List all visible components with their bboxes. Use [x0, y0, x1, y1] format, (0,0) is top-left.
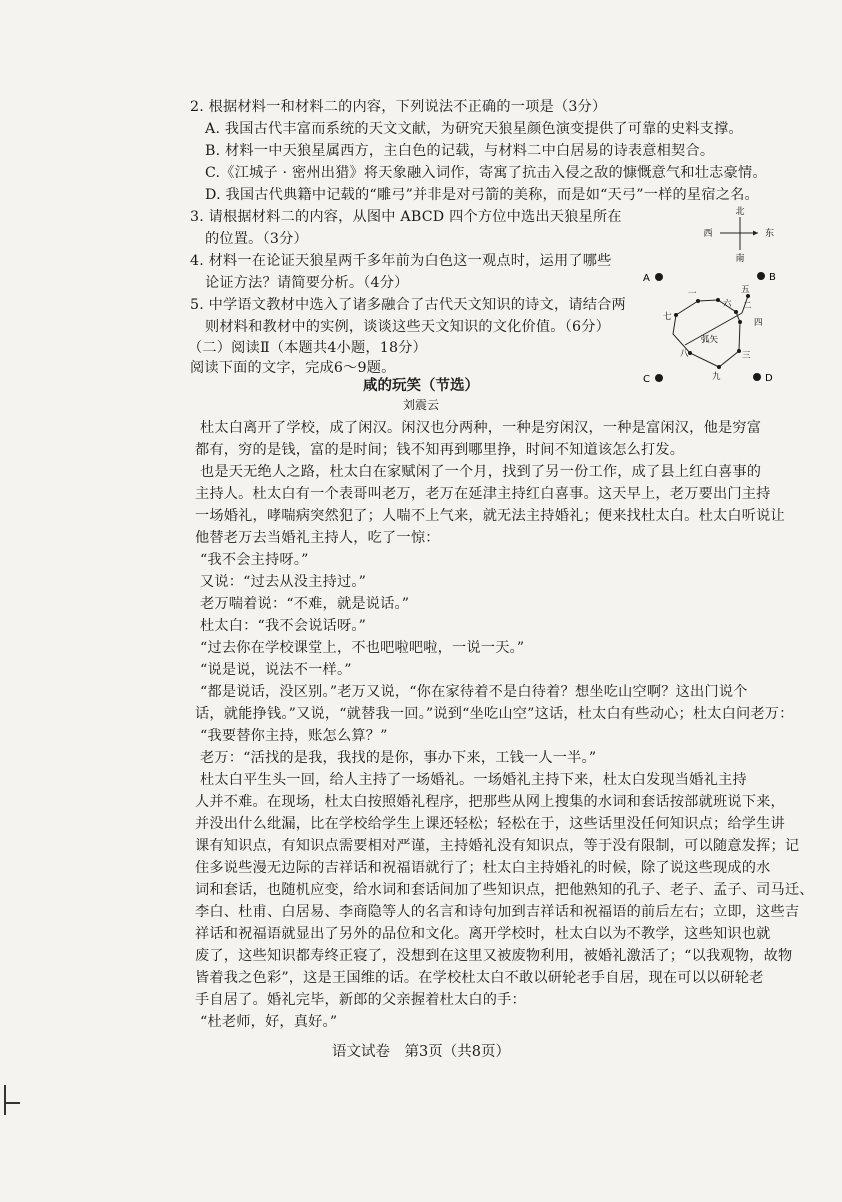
position-a-label: A	[643, 273, 650, 284]
compass-north-label: 北	[735, 207, 745, 217]
story-line: 废了，这些知识都寿终正寝了，没想到在这里又被废物利用，被婚礼激活了；“以我观物，故物	[195, 948, 793, 964]
star-label-8: 八	[680, 349, 689, 359]
story-line: 杜太白离开了学校，成了闲汉。闲汉也分两种，一种是穷闲汉，一种是富闲汉，他是穷富	[200, 420, 762, 436]
story-line: “我不会主持呀。”	[200, 552, 309, 568]
story-line: 手自居了。婚礼完毕，新郎的父亲握着杜太白的手：	[195, 992, 526, 1008]
story-line: 他替老万去当婚礼主持人，吃了一惊：	[195, 530, 440, 546]
story-line: 祥话和祝福语就显出了另外的品位和文化。离开学校时，杜太白以为不教学，这些知识也就	[195, 926, 771, 942]
compass-east-label: 东	[765, 229, 775, 239]
story-line: “我要替你主持，账怎么算？”	[200, 728, 388, 744]
story-line: 也是天无绝人之路，杜太白在家赋闲了一个月，找到了另一份工作，成了县上红白喜事的	[200, 464, 762, 480]
position-c-label: C	[643, 374, 650, 385]
position-a-dot	[655, 273, 663, 281]
story-line: 杜太白平生头一回，给人主持了一场婚礼。一场婚礼主持下来，杜太白发现当婚礼主持	[200, 772, 747, 788]
bow-arrow-label: 弧矢	[701, 335, 719, 345]
question-2-option-b: B. 材料一中天狼星属西方，主白色的记载，与材料二中白居易的诗表意相契合。	[205, 143, 715, 159]
story-line: “过去你在学校课堂上，不也吧啦吧啦，一说一天。”	[200, 640, 525, 656]
star-label-3: 三	[742, 351, 751, 361]
story-line: “杜老师，好，真好。”	[200, 1014, 338, 1030]
star-label-4: 四	[754, 318, 763, 328]
story-line: “都是说话，没区别。”老万又说，“你在家待着不是白待着？想坐吃山空啊？这出门说个	[200, 684, 748, 700]
question-5-line-1: 5. 中学语文教材中选入了诸多融合了古代天文知识的诗文，请结合两	[190, 297, 626, 313]
star-8	[688, 351, 692, 355]
story-line: 又说：“过去从没主持过。”	[200, 574, 367, 590]
crop-mark-vertical	[4, 1085, 6, 1115]
section-heading: （二）阅读Ⅱ（本题共4小题，18分）	[188, 340, 427, 356]
story-title: 咸的玩笑（节选）	[363, 377, 479, 394]
section-instruction: 阅读下面的文字，完成6～9题。	[190, 360, 396, 376]
star-2	[716, 298, 720, 302]
story-line: “说是说，说法不一样。”	[200, 662, 352, 678]
story-line: 主持人。杜太白有一个表哥叫老万，老万在延津主持红白喜事。这天早上，老万要出门主持	[195, 486, 771, 502]
story-line: 人并不难。在现场，杜太白按照婚礼程序，把那些从网上搜集的水词和套话按部就班说下来，	[195, 794, 785, 810]
star-map-diagram	[640, 205, 780, 390]
story-line: 都有，穷的是钱，富的是时间；钱不知再到哪里挣，时间不知道该怎么打发。	[195, 442, 685, 458]
story-line: 话，就能挣钱。”又说，“就替我一回。”说到“坐吃山空”这话，杜太白有些动心；杜太白问老万：	[195, 706, 794, 722]
position-b-label: B	[769, 272, 776, 283]
question-2-option-a: A. 我国古代丰富而系统的天文文献，为研究天狼星颜色演变提供了可靠的史料支撑。	[205, 121, 743, 137]
star-6	[737, 349, 741, 353]
story-line: 老万：“活找的是我，我找的是你，事办下来，工钱一人一半。”	[200, 750, 597, 766]
story-line: 住多说些漫无边际的吉祥话和祝福语就行了；杜太白主持婚礼的时候，除了说这些现成的水	[195, 860, 771, 876]
star-label-1: 一	[688, 289, 697, 299]
story-line: 杜太白：“我不会说话呀。”	[200, 618, 367, 634]
question-2-stem: 2. 根据材料一和材料二的内容，下列说法不正确的一项是（3分）	[190, 99, 607, 115]
star-3	[734, 310, 738, 314]
page-footer: 语文试卷 第3页（共8页）	[332, 1044, 510, 1060]
star-label-6: 六	[723, 299, 732, 309]
star-7	[717, 365, 721, 369]
crop-mark-horizontal	[4, 1102, 20, 1104]
story-line: 并没出什么纰漏，比在学校给学生上课还轻松；轻松在于，这些话里没任何知识点；给学生讲	[195, 816, 785, 832]
question-5-line-2: 则材料和教材中的实例，谈谈这些天文知识的文化价值。（6分）	[205, 319, 610, 335]
question-4-line-1: 4. 材料一在论证天狼星两千多年前为白色这一观点时，运用了哪些	[190, 253, 612, 269]
question-3-line-2: 的位置。（3分）	[205, 231, 308, 247]
position-d-label: D	[765, 373, 773, 384]
story-author: 刘震云	[402, 398, 439, 412]
star-label-9: 九	[712, 372, 721, 382]
star-1	[696, 299, 700, 303]
question-2-option-d: D. 我国古代典籍中记载的“雕弓”并非是对弓箭的美称，而是如“天弓”一样的星宿之名。	[205, 187, 759, 203]
compass-south-label: 南	[735, 254, 745, 264]
story-line: 皆着我之色彩”，这是王国维的话。在学校杜太白不敢以研轮老手自居，现在可以以研轮老	[195, 970, 764, 986]
star-5	[738, 320, 742, 324]
story-line: 词和套话，也随机应变，给水词和套话间加了些知识点，把他熟知的孔子、老子、孟子、司马迁、	[195, 882, 814, 898]
story-line: 课有知识点，有知识点需要相对严谨，主持婚礼没有知识点，等于没有限制，可以随意发挥；记	[195, 838, 800, 854]
star-label-5: 五	[741, 285, 750, 295]
star-label-2: 二	[743, 301, 752, 311]
compass-arrow-icon	[753, 231, 758, 236]
star-label-7: 七	[663, 312, 672, 322]
story-line: 李白、杜甫、白居易、李商隐等人的名言和诗句加到吉祥话和祝福语的前后左右；立即，这些吉	[195, 904, 800, 920]
star-9	[674, 313, 678, 317]
position-b-dot	[757, 272, 765, 280]
question-2-option-c: C.《江城子 · 密州出猎》将天象融入词作，寄寓了抗击入侵之敌的慷慨意气和壮志豪情。	[205, 165, 767, 181]
story-line: 一场婚礼，哮喘病突然犯了；人喘不上气来，就无法主持婚礼；便来找杜太白。杜太白听说让	[195, 508, 785, 524]
story-line: 老万喘着说：“不难，就是说话。”	[200, 596, 410, 612]
question-3-line-1: 3. 请根据材料二的内容，从图中 ABCD 四个方位中选出天狼星所在	[190, 209, 622, 225]
compass-west-label: 西	[703, 229, 713, 239]
question-4-line-2: 论证方法？请简要分析。（4分）	[205, 275, 409, 291]
